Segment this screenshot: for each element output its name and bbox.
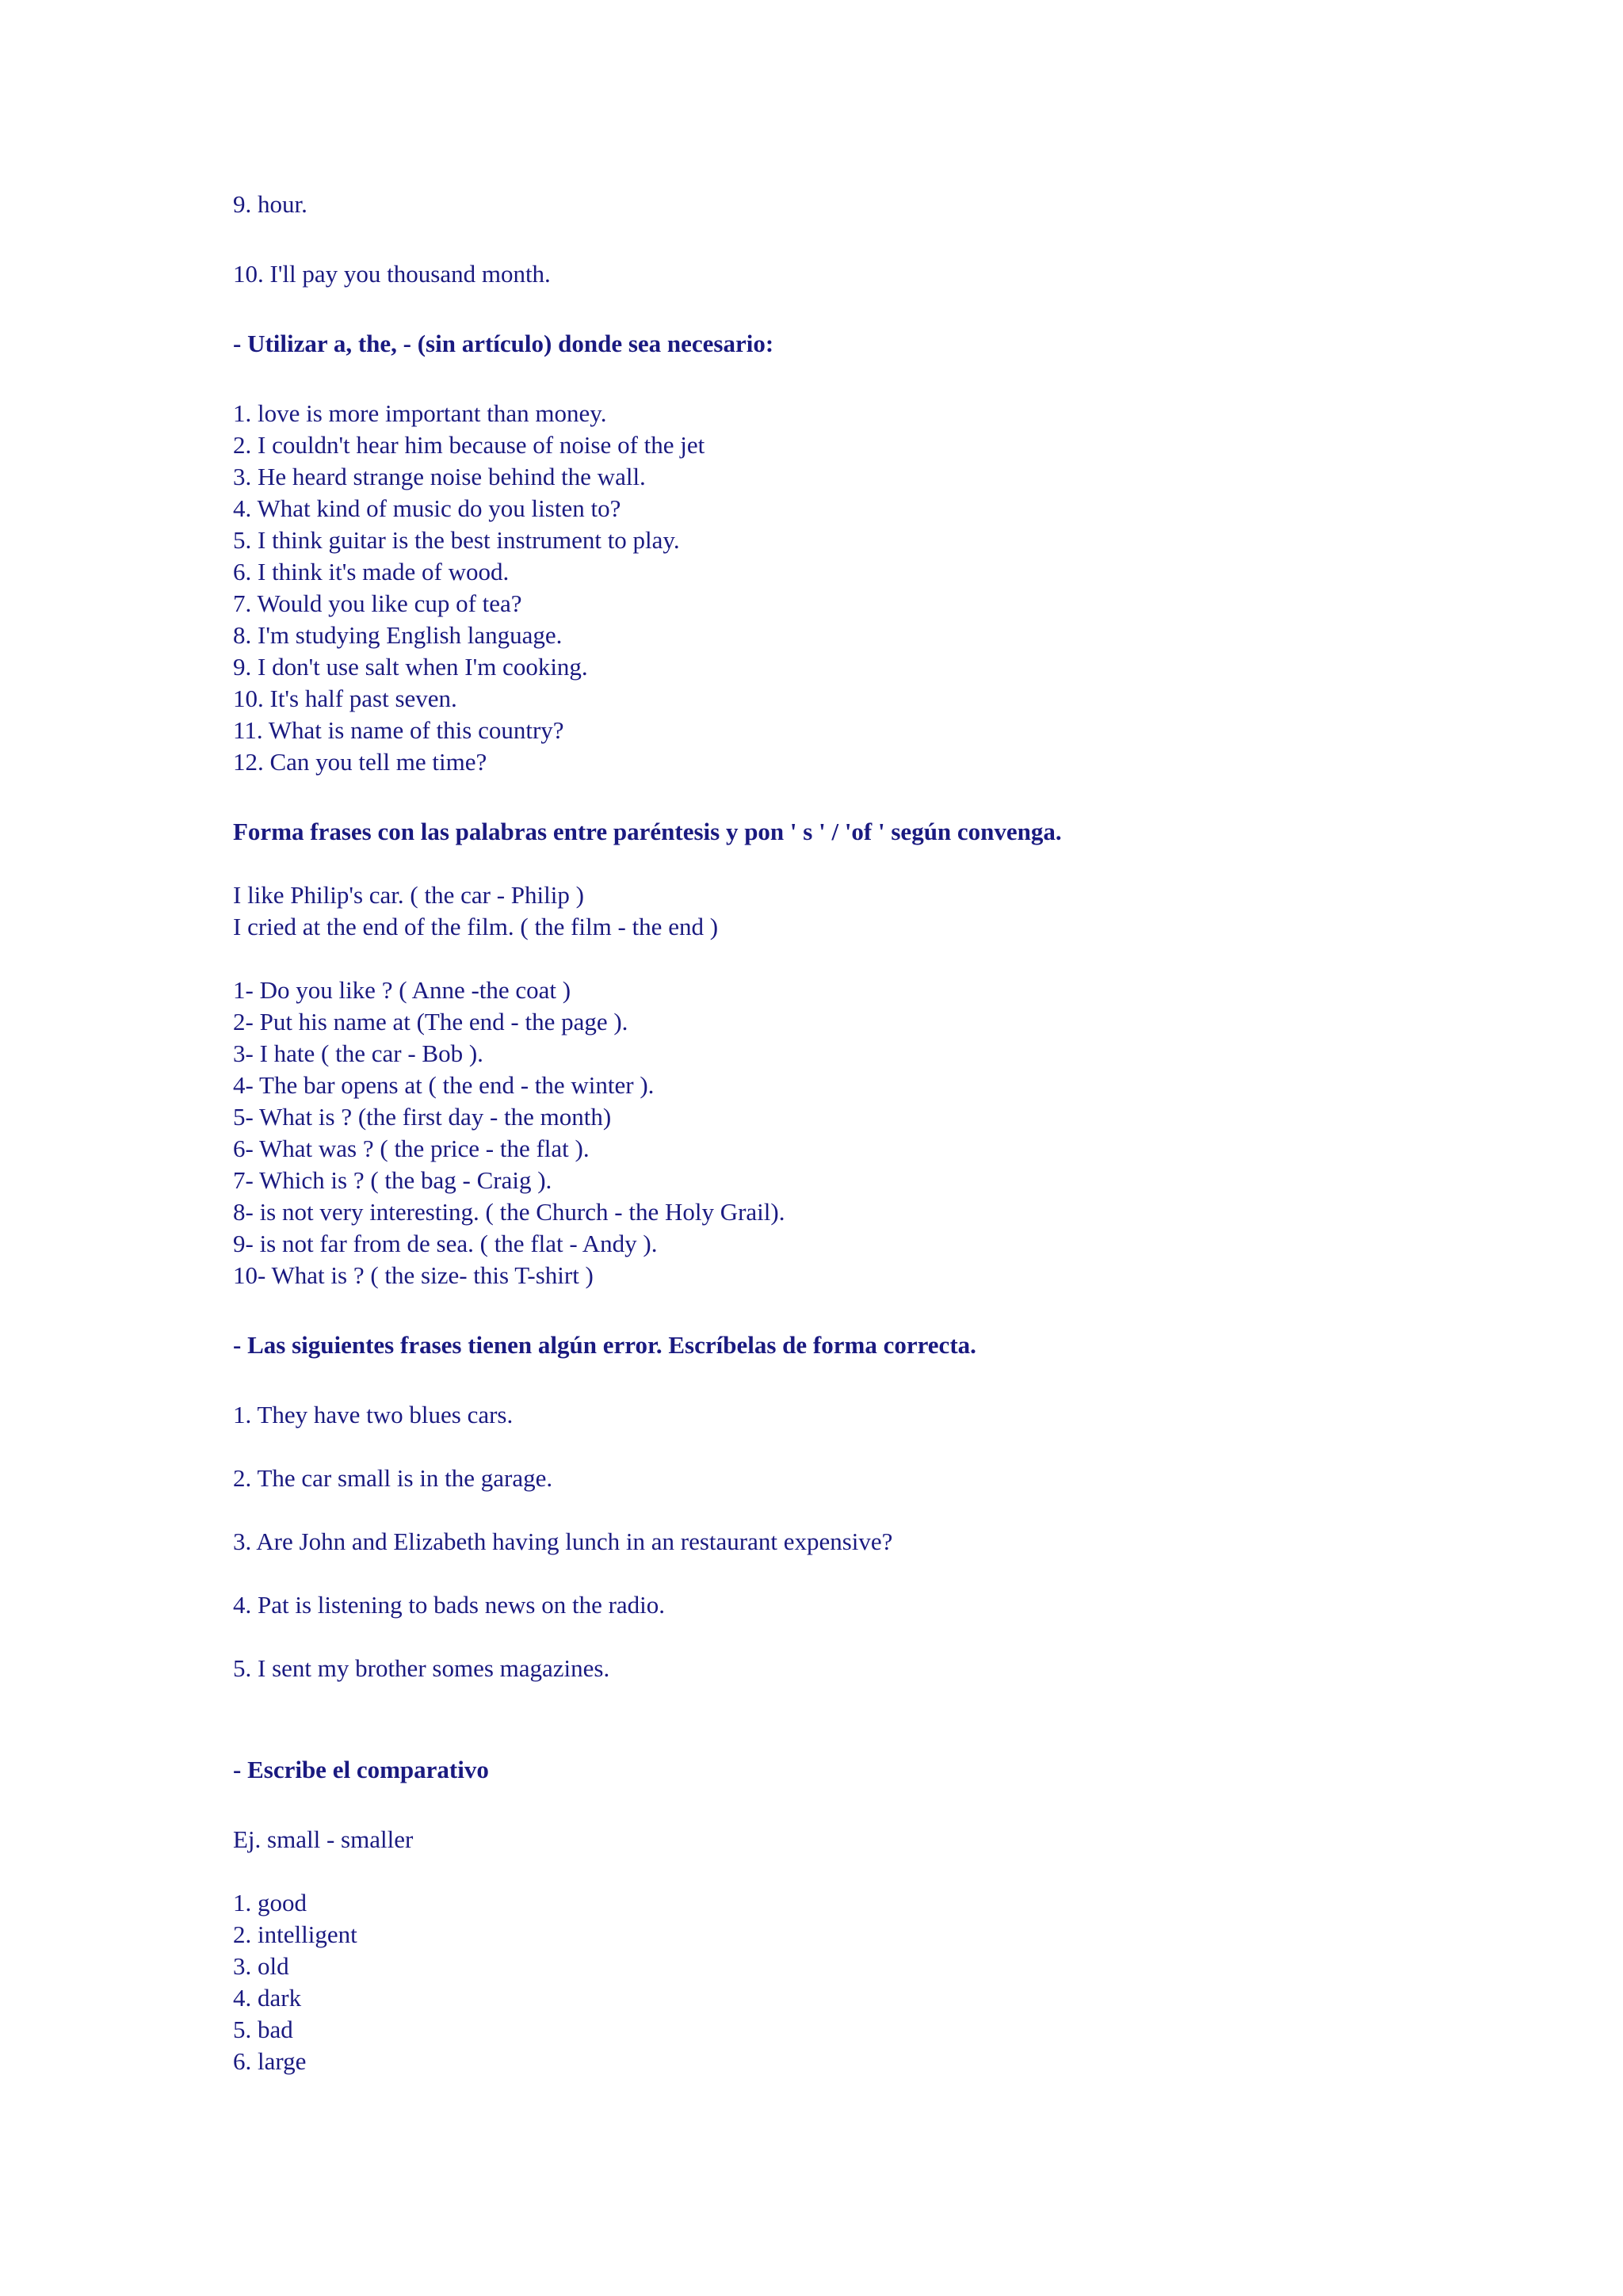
- possessive-list: [233, 974, 1533, 1291]
- list-item: 10. It's half past seven.: [233, 685, 457, 712]
- list-item: 4- The bar opens at ( the end - the winter ).: [233, 1071, 655, 1099]
- list-item: 9- is not far from de sea. ( the flat - Andy ).: [233, 1230, 658, 1257]
- list-item: 4. What kind of music do you listen to?: [233, 494, 621, 522]
- list-item: 7- Which is ? ( the bag - Craig ).: [233, 1166, 552, 1194]
- list-item: 1. love is more important than money.: [233, 399, 607, 427]
- exercise-item: 10. I'll pay you thousand month.: [233, 260, 551, 288]
- list-item: 10- What is ? ( the size- this T-shirt ): [233, 1261, 594, 1289]
- example-line: I like Philip's car. ( the car - Philip ): [233, 881, 584, 909]
- list-item: 8. I'm studying English language.: [233, 621, 563, 649]
- section-heading-possessive: Forma frases con las palabras entre paréntesis y pon ' s ' / 'of ' según convenga.: [233, 818, 1062, 845]
- section-heading-comparative: - Escribe el comparativo: [233, 1756, 489, 1783]
- list-item: 4. Pat is listening to bads news on the radio.: [233, 1591, 666, 1619]
- list-item: 5. I think guitar is the best instrument to play.: [233, 526, 680, 554]
- articles-list: [233, 398, 1533, 778]
- list-item: 6. large: [233, 2047, 307, 2075]
- list-item: 1. They have two blues cars.: [233, 1401, 514, 1428]
- list-item: 4. dark: [233, 1984, 302, 2012]
- list-item: 3- I hate ( the car - Bob ).: [233, 1039, 483, 1067]
- list-item: 1. good: [233, 1889, 307, 1917]
- list-item: 8- is not very interesting. ( the Church - the Holy Grail).: [233, 1198, 785, 1226]
- list-item: 5. I sent my brother somes magazines.: [233, 1654, 610, 1682]
- example-line: I cried at the end of the film. ( the film - the end ): [233, 913, 719, 940]
- exercise-item: 9. hour.: [233, 190, 307, 218]
- list-item: 5. bad: [233, 2016, 293, 2043]
- section-heading-articles: - Utilizar a, the, - (sin artículo) donde sea necesario:: [233, 330, 774, 357]
- example-line: Ej. small - smaller: [233, 1825, 414, 1853]
- list-item: 11. What is name of this country?: [233, 716, 564, 744]
- list-item: 3. old: [233, 1952, 289, 1980]
- list-item: 12. Can you tell me time?: [233, 748, 487, 776]
- list-item: 5- What is ? (the first day - the month): [233, 1103, 612, 1131]
- document-page: [233, 189, 1533, 2077]
- possessive-examples: [233, 879, 1533, 943]
- comparative-list: [233, 1887, 1533, 2077]
- list-item: 3. Are John and Elizabeth having lunch in an restaurant expensive?: [233, 1527, 893, 1555]
- list-item: 2. The car small is in the garage.: [233, 1464, 553, 1492]
- list-item: 2. I couldn't hear him because of noise of the jet: [233, 431, 705, 459]
- list-item: 2- Put his name at (The end - the page ).: [233, 1008, 628, 1035]
- list-item: 7. Would you like cup of tea?: [233, 589, 522, 617]
- section-heading-errors: - Las siguientes frases tienen algún error. Escríbelas de forma correcta.: [233, 1331, 976, 1359]
- list-item: 2. intelligent: [233, 1920, 357, 1948]
- list-item: 6. I think it's made of wood.: [233, 558, 510, 585]
- list-item: 1- Do you like ? ( Anne -the coat ): [233, 976, 571, 1004]
- list-item: 6- What was ? ( the price - the flat ).: [233, 1135, 590, 1162]
- list-item: 9. I don't use salt when I'm cooking.: [233, 653, 588, 681]
- errors-list: [233, 1399, 1533, 1684]
- list-item: 3. He heard strange noise behind the wall.: [233, 463, 646, 490]
